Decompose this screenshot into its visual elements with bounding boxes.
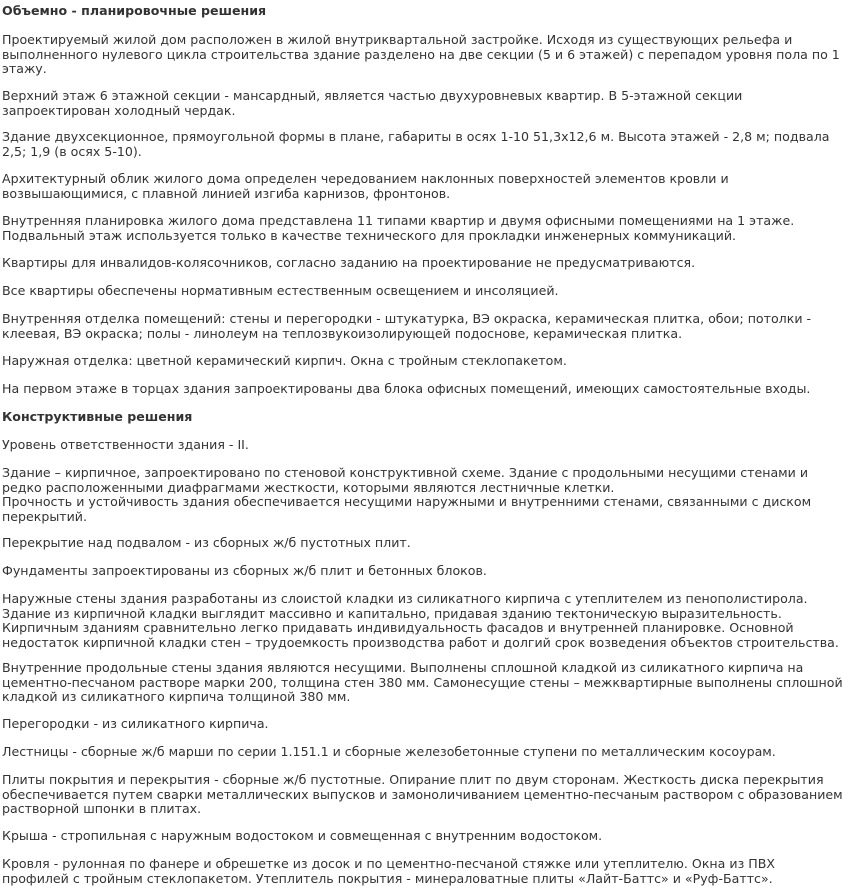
text-line: запроектирован холодный чердак.	[2, 102, 236, 118]
paragraph	[2, 564, 698, 579]
paragraph	[2, 256, 698, 271]
paragraph	[2, 856, 776, 886]
text-line: Перекрытие над подвалом - из сборных ж/б пустотных плит.	[2, 535, 411, 550]
text-line: Фундаменты запроектированы из сборных ж/б плит и бетонных блоков.	[2, 563, 487, 578]
text-line: перекрытий.	[2, 508, 87, 524]
text-line: Перегородки - из силикатного кирпича.	[2, 716, 269, 731]
paragraph	[2, 32, 840, 77]
paragraph	[2, 536, 698, 551]
text-line: Плиты покрытия и перекрытия - сборные ж/б пустотные. Опирание плит по двум сторонам. Жесткость диска перекрытия	[2, 772, 824, 787]
paragraph	[2, 381, 811, 397]
text-line: 2,5; 1,9 (в осях 5-10).	[2, 143, 142, 159]
text-line: Здание – кирпичное, запроектировано по стеновой конструктивной схеме. Здание с продольными несущими стенами и	[2, 465, 809, 480]
text-line: выполненного нулевого цикла строительства здание разделено на две секции (5 и 6 этажей) с перепадом уровня пола по 1	[2, 46, 840, 62]
text-line: На первом этаже в торцах здания запроектированы два блока офисных помещений, имеющих самостоятельные входы.	[2, 381, 811, 396]
text-line: Подвальный этаж используется только в качестве технического для прокладки инженерных коммуникаций.	[2, 227, 737, 243]
text-line: Лестницы - сборные ж/б марши по серии 1.151.1 и сборные железобетонные ступени по металлическим косоурам.	[2, 744, 776, 759]
text-line: профилей с тройным стеклопакетом. Утеплитель покрытия - минераловатные плиты «Лайт-Баттс» и «Руф-Баттс».	[2, 870, 773, 886]
text-line: Уровень ответственности здания - II.	[2, 437, 249, 452]
text-line: Наружная отделка: цветной керамический кирпич. Окна с тройным стеклопакетом.	[2, 353, 567, 368]
text-line: недостаток кирпичной кладки стен – трудоемкость производства работ и долгий срок возведения объектов строительства.	[2, 634, 839, 650]
text-line: Внутренняя отделка помещений: стены и перегородки - штукатурка, ВЭ окраска, керамическая плитка, обои; потолки -	[2, 311, 812, 326]
paragraph	[2, 311, 812, 341]
paragraph	[2, 88, 743, 118]
text-line: Крыша - стропильная с наружным водостоком и совмещенная с внутренним водостоком.	[2, 828, 603, 843]
text-line: редко расположенными диафрагмами жесткости, которыми являются лестничные клетки.	[2, 479, 615, 495]
paragraph	[2, 772, 843, 817]
text-line: Здание двухсекционное, прямоугольной формы в плане, габариты в осях 1-10 51,3х12,6 м. Высота этажей - 2,8 м; подвала	[2, 129, 830, 144]
text-line: Внутренние продольные стены здания являются несущими. Выполнены сплошной кладкой из силикатного кирпича на	[2, 660, 804, 675]
text-line: Архитектурный облик жилого дома определен чередованием наклонных поверхностей элементов кровли и	[2, 171, 729, 186]
section-heading-planning: Объемно - планировочные решения	[2, 3, 267, 18]
paragraph	[2, 717, 698, 732]
text-line: клеевая, ВЭ окраска; полы - линолеум на теплозвукоизолирующей подоснове, керамическая плитка.	[2, 325, 683, 341]
text-line: Внутренняя планировка жилого дома представлена 11 типами квартир и двумя офисными помещениями на 1 этаже.	[2, 213, 795, 228]
text-line: Здание из кирпичной кладки выглядит массивно и капитально, придавая зданию тектоническую выразительность.	[2, 605, 782, 621]
paragraph	[2, 354, 698, 369]
text-line: растворной шпонки в плитах.	[2, 801, 202, 817]
text-line: Квартиры для инвалидов-колясочников, согласно заданию на проектирование не предусматриваются.	[2, 255, 696, 270]
text-line: цементно-песчаном растворе марки 200, толщина стен 380 мм. Самонесущие стены – межквартирные выполнены сплошной	[2, 674, 843, 690]
paragraph	[2, 171, 729, 201]
paragraph	[2, 284, 698, 299]
section-heading-structural: Конструктивные решения	[2, 409, 193, 424]
text-line: Наружные стены здания разработаны из слоистой кладки из силикатного кирпича с утеплителем из пенополистирола.	[2, 591, 808, 606]
paragraph	[2, 213, 795, 243]
text-line: Проектируемый жилой дом расположен в жилой внутриквартальной застройке. Исходя из существующих рельефа и	[2, 32, 793, 47]
text-line: Кирпичным зданиям сравнительно легко придавать индивидуальность фасадов и внутренней планировке. Основной	[2, 620, 794, 636]
paragraph	[2, 465, 812, 524]
text-line: Кровля - рулонная по фанере и обрешетке из досок и по цементно-песчаной стяжке или утеплителю. Окна из ПВХ	[2, 856, 776, 871]
text-line: этажу.	[2, 61, 47, 77]
text-line: обеспечивается путем сварки металлических выпусков и замоноличиванием цементно-песчаным раствором с образованием	[2, 786, 843, 802]
paragraph	[2, 829, 698, 844]
text-line: Прочность и устойчивость здания обеспечивается несущими наружными и внутренними стенами, связанными с диском	[2, 494, 812, 510]
text-line: кладкой из силикатного кирпича толщиной 380 мм.	[2, 689, 351, 705]
paragraph	[2, 660, 843, 705]
text-line: Все квартиры обеспечены нормативным естественным освещением и инсоляцией.	[2, 283, 559, 298]
paragraph	[2, 744, 776, 760]
paragraph	[2, 591, 839, 650]
text-line: Верхний этаж 6 этажной секции - мансардный, является частью двухуровневых квартир. В 5-этажной секции	[2, 88, 743, 103]
paragraph	[2, 438, 698, 453]
text-line: возвышающимися, с плавной линией изгиба карнизов, фронтонов.	[2, 185, 451, 201]
paragraph	[2, 129, 830, 159]
